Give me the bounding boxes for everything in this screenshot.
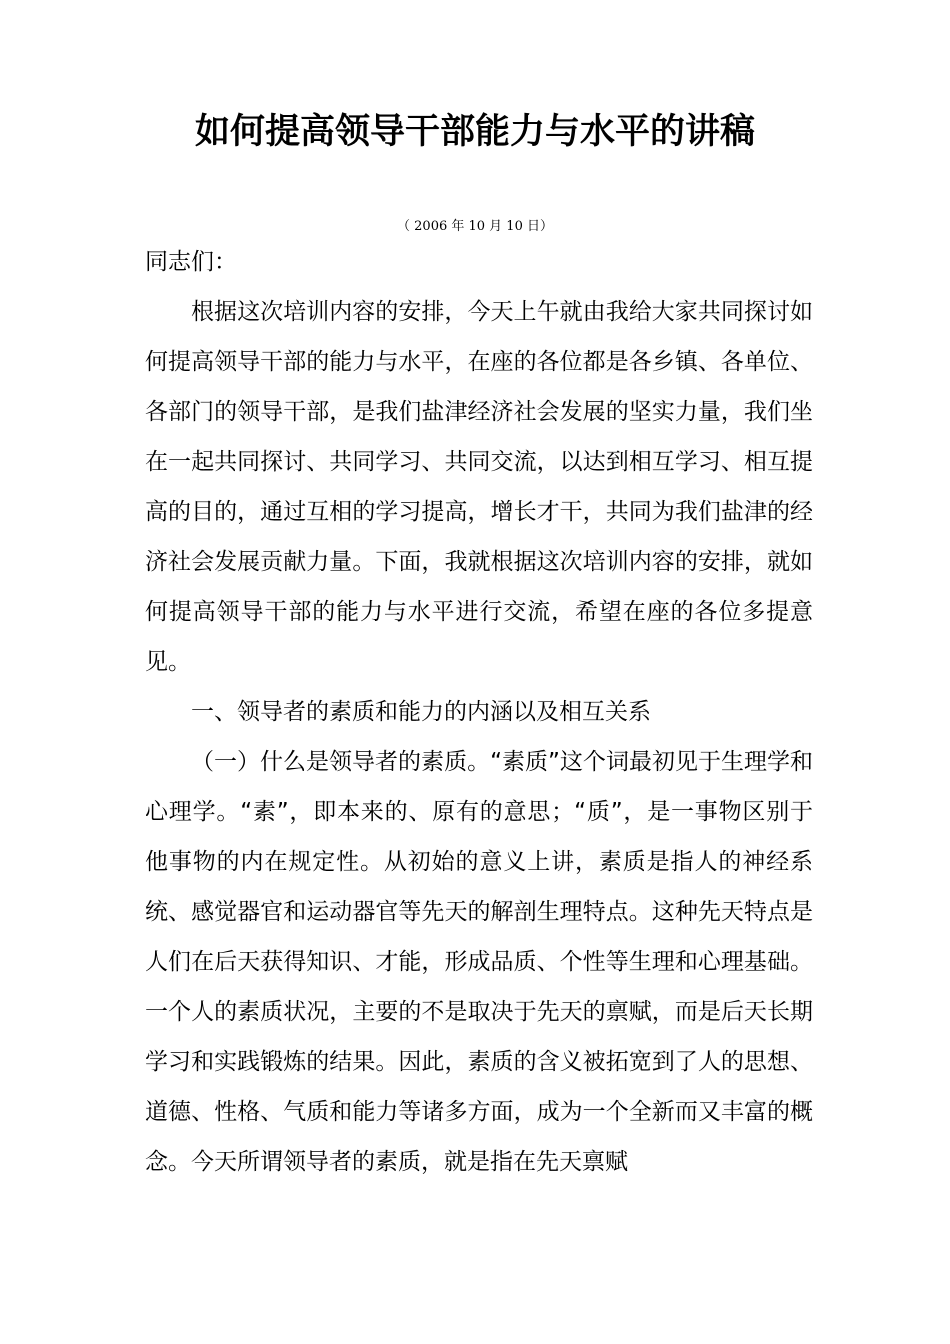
document-title: 如何提高领导干部能力与水平的讲稿 — [194, 112, 755, 152]
salutation: 同志们： — [145, 249, 237, 275]
document-body — [145, 237, 813, 1187]
section-heading-1: 一、领导者的素质和能力的内涵以及相互关系 — [191, 699, 651, 725]
paragraph-quality-definition: （一）什么是领导者的素质。“素质”这个词最初见于生理学和心理学。“素”，即本来的、原有的意思；“质”，是一事物区别于他事物的内在规定性。从初始的意义上讲，素质是指人的神经系统、感觉器官和运动器官等先天的解剖生理特点。这种先天特点是人们在后天获得知识、才能，形成品质、个性等生理和心理基础。一个人的素质状况，主要的不是取决于先天的禀赋，而是后天长期学习和实践锻炼的结果。因此，素质的含义被拓宽到了人的思想、道德、性格、气质和能力等诸多方面，成为一个全新而又丰富的概念。今天所谓领导者的素质，就是指在先天禀赋 — [145, 749, 813, 1175]
paragraph-intro: 根据这次培训内容的安排，今天上午就由我给大家共同探讨如何提高领导干部的能力与水平，在座的各位都是各乡镇、各单位、各部门的领导干部，是我们盐津经济社会发展的坚实力量，我们坐在一起共同探讨、共同学习、共同交流，以达到相互学习、相互提高的目的，通过互相的学习提高，增长才干，共同为我们盐津的经济社会发展贡献力量。下面，我就根据这次培训内容的安排，就如何提高领导干部的能力与水平进行交流，希望在座的各位多提意见。 — [145, 299, 813, 675]
document-date: （ 2006 年 10 月 10 日） — [397, 219, 553, 234]
